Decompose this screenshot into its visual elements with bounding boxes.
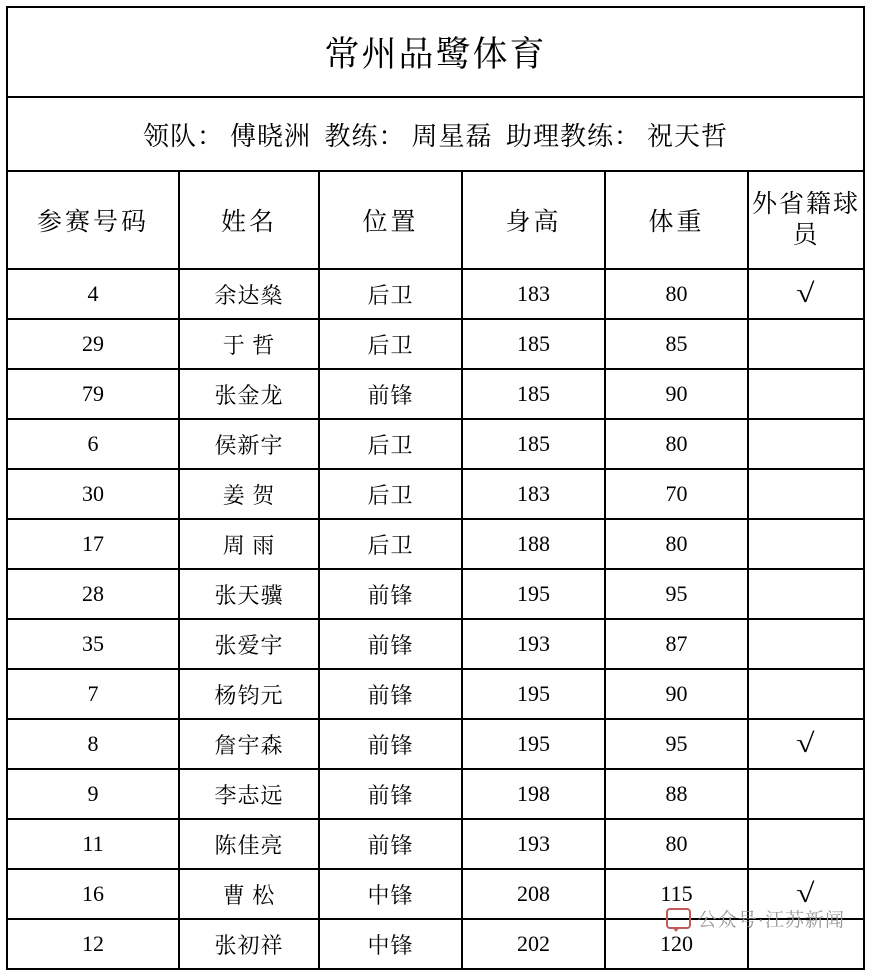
cell-name: 张初祥 bbox=[179, 919, 319, 969]
cell-number: 28 bbox=[7, 569, 179, 619]
cell-height: 198 bbox=[462, 769, 605, 819]
cell-position: 中锋 bbox=[319, 919, 462, 969]
cell-weight: 90 bbox=[605, 369, 748, 419]
team-roster-table bbox=[6, 6, 865, 970]
table-row bbox=[7, 619, 864, 669]
cell-name: 张金龙 bbox=[179, 369, 319, 419]
column-header-number: 参赛号码 bbox=[7, 171, 179, 269]
cell-position: 中锋 bbox=[319, 869, 462, 919]
cell-number: 8 bbox=[7, 719, 179, 769]
cell-height: 185 bbox=[462, 419, 605, 469]
watermark-text: 公众号·江苏新闻 bbox=[697, 910, 845, 931]
cell-position: 后卫 bbox=[319, 269, 462, 319]
cell-position: 前锋 bbox=[319, 669, 462, 719]
cell-position: 前锋 bbox=[319, 369, 462, 419]
checkmark-icon: √ bbox=[796, 878, 816, 908]
cell-weight: 87 bbox=[605, 619, 748, 669]
cell-out-of-province bbox=[748, 519, 864, 569]
cell-height: 195 bbox=[462, 719, 605, 769]
column-header-position: 位置 bbox=[319, 171, 462, 269]
cell-height: 202 bbox=[462, 919, 605, 969]
table-row bbox=[7, 519, 864, 569]
cell-number: 17 bbox=[7, 519, 179, 569]
cell-out-of-province bbox=[748, 569, 864, 619]
cell-number: 11 bbox=[7, 819, 179, 869]
staff-line bbox=[7, 97, 864, 171]
cell-weight: 80 bbox=[605, 819, 748, 869]
title-row bbox=[7, 7, 864, 97]
table-row bbox=[7, 419, 864, 469]
cell-number: 29 bbox=[7, 319, 179, 369]
table-row bbox=[7, 269, 864, 319]
cell-number: 30 bbox=[7, 469, 179, 519]
cell-position: 前锋 bbox=[319, 769, 462, 819]
assistant-coach-label: 助理教练： bbox=[506, 121, 642, 151]
table-row bbox=[7, 569, 864, 619]
cell-out-of-province bbox=[748, 819, 864, 869]
cell-weight: 80 bbox=[605, 419, 748, 469]
cell-out-of-province bbox=[748, 769, 864, 819]
watermark bbox=[666, 905, 845, 932]
cell-number: 6 bbox=[7, 419, 179, 469]
cell-height: 193 bbox=[462, 619, 605, 669]
coach-label: 教练： bbox=[324, 121, 406, 151]
cell-number: 12 bbox=[7, 919, 179, 969]
cell-name: 侯新宇 bbox=[179, 419, 319, 469]
cell-position: 后卫 bbox=[319, 519, 462, 569]
cell-out-of-province bbox=[748, 419, 864, 469]
cell-height: 208 bbox=[462, 869, 605, 919]
cell-height: 193 bbox=[462, 819, 605, 869]
coach-name: 周星磊 bbox=[411, 121, 493, 151]
cell-name: 余达燊 bbox=[179, 269, 319, 319]
cell-name: 陈佳亮 bbox=[179, 819, 319, 869]
leader-name: 傅晓洲 bbox=[229, 121, 311, 151]
cell-weight: 120 bbox=[605, 919, 748, 969]
cell-number: 9 bbox=[7, 769, 179, 819]
checkmark-icon: √ bbox=[796, 728, 816, 758]
cell-name: 杨钧元 bbox=[179, 669, 319, 719]
cell-position: 前锋 bbox=[319, 569, 462, 619]
cell-position: 后卫 bbox=[319, 319, 462, 369]
table-row bbox=[7, 469, 864, 519]
cell-out-of-province bbox=[748, 619, 864, 669]
cell-name: 詹宇森 bbox=[179, 719, 319, 769]
column-header-name: 姓名 bbox=[179, 171, 319, 269]
cell-number: 4 bbox=[7, 269, 179, 319]
checkmark-icon: √ bbox=[796, 278, 816, 308]
cell-number: 35 bbox=[7, 619, 179, 669]
cell-height: 185 bbox=[462, 369, 605, 419]
cell-out-of-province bbox=[748, 469, 864, 519]
table-row bbox=[7, 769, 864, 819]
cell-position: 前锋 bbox=[319, 719, 462, 769]
table-row bbox=[7, 319, 864, 369]
cell-name: 周 雨 bbox=[179, 519, 319, 569]
cell-out-of-province bbox=[748, 669, 864, 719]
cell-number: 16 bbox=[7, 869, 179, 919]
cell-weight: 85 bbox=[605, 319, 748, 369]
column-header-out-of-province: 外省籍球员 bbox=[748, 171, 864, 269]
cell-out-of-province bbox=[748, 319, 864, 369]
cell-out-of-province bbox=[748, 269, 864, 319]
cell-number: 79 bbox=[7, 369, 179, 419]
cell-weight: 95 bbox=[605, 719, 748, 769]
table-row bbox=[7, 819, 864, 869]
cell-height: 183 bbox=[462, 469, 605, 519]
cell-position: 前锋 bbox=[319, 819, 462, 869]
cell-height: 185 bbox=[462, 319, 605, 369]
cell-weight: 80 bbox=[605, 519, 748, 569]
cell-height: 195 bbox=[462, 569, 605, 619]
cell-weight: 70 bbox=[605, 469, 748, 519]
cell-height: 183 bbox=[462, 269, 605, 319]
cell-out-of-province bbox=[748, 719, 864, 769]
cell-weight: 88 bbox=[605, 769, 748, 819]
cell-weight: 90 bbox=[605, 669, 748, 719]
cell-weight: 80 bbox=[605, 269, 748, 319]
table-row bbox=[7, 719, 864, 769]
cell-name: 曹 松 bbox=[179, 869, 319, 919]
table-row bbox=[7, 369, 864, 419]
column-header-height: 身高 bbox=[462, 171, 605, 269]
cell-position: 后卫 bbox=[319, 419, 462, 469]
cell-name: 姜 贺 bbox=[179, 469, 319, 519]
cell-position: 前锋 bbox=[319, 619, 462, 669]
roster-document bbox=[0, 6, 869, 958]
leader-label: 领队： bbox=[142, 121, 224, 151]
table-header-row bbox=[7, 171, 864, 269]
cell-name: 张爱宇 bbox=[179, 619, 319, 669]
cell-name: 李志远 bbox=[179, 769, 319, 819]
page-title: 常州品鹭体育 bbox=[7, 7, 864, 97]
cell-weight: 115 bbox=[605, 869, 748, 919]
cell-number: 7 bbox=[7, 669, 179, 719]
cell-weight: 95 bbox=[605, 569, 748, 619]
cell-height: 195 bbox=[462, 669, 605, 719]
assistant-coach-name: 祝天哲 bbox=[647, 121, 729, 151]
column-header-weight: 体重 bbox=[605, 171, 748, 269]
cell-name: 张天骥 bbox=[179, 569, 319, 619]
staff-row bbox=[7, 97, 864, 171]
table-row bbox=[7, 669, 864, 719]
speech-bubble-icon bbox=[666, 908, 691, 929]
cell-out-of-province bbox=[748, 369, 864, 419]
cell-height: 188 bbox=[462, 519, 605, 569]
cell-position: 后卫 bbox=[319, 469, 462, 519]
cell-name: 于 哲 bbox=[179, 319, 319, 369]
